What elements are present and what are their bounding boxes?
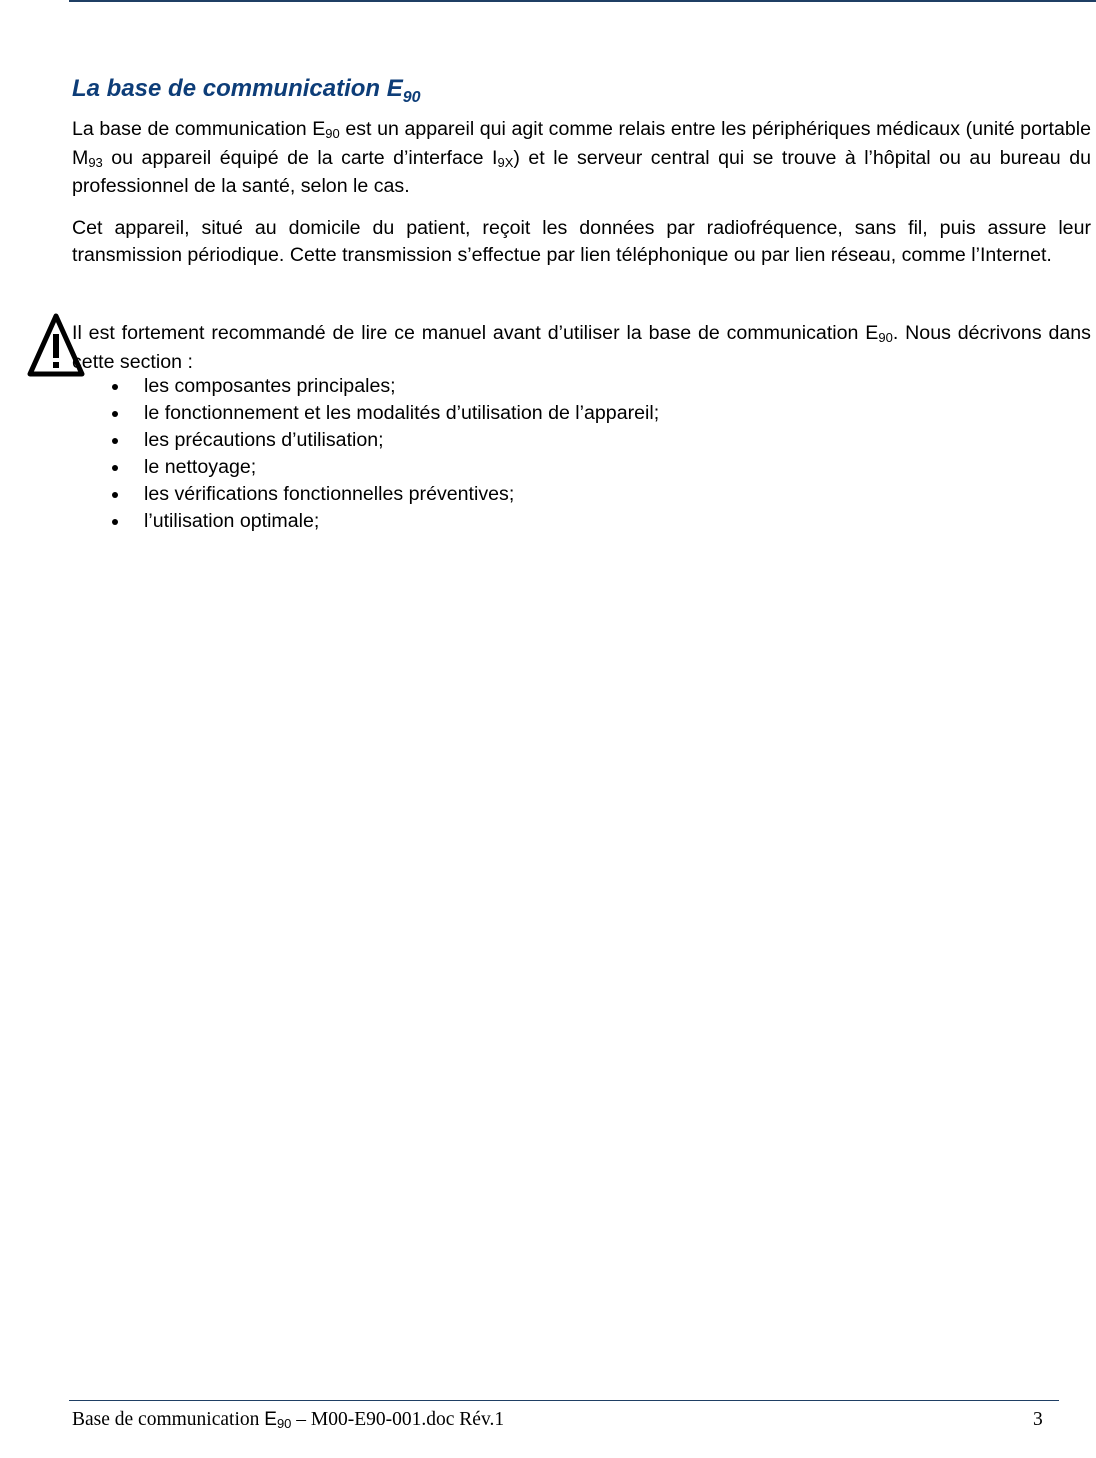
p1-text-2: est un appareil qui agit comme relais entre les périphériques médicaux (unité portable M: [72, 118, 1091, 169]
paragraph-recommendation: [72, 320, 1091, 375]
heading-subscript: 90: [402, 89, 421, 106]
list-item-text: les composantes principales;: [144, 375, 396, 397]
list-item: [72, 373, 659, 400]
list-item: [72, 508, 659, 535]
list-item-text: les vérifications fonctionnelles préventives;: [144, 483, 515, 505]
footer-text-2: – M00-E90-001.doc Rév.1: [291, 1409, 505, 1430]
topics-list: [72, 373, 659, 535]
p3-text-2: . Nous décrivons dans cette section :: [72, 322, 1091, 373]
footer-e90: [264, 1409, 291, 1430]
p1-text-1: La base de communication E: [72, 118, 326, 140]
footer-sub-90: 90: [276, 1416, 292, 1431]
footer-e-letter: E: [264, 1409, 277, 1430]
list-item: [72, 454, 659, 481]
header-rule: [69, 0, 1096, 2]
section-heading: [72, 74, 421, 107]
p1-text-3: ou appareil équipé de la carte d’interface I: [102, 146, 498, 169]
heading-text: La base de communication E: [72, 75, 403, 102]
p1-sub-m93: 93: [88, 154, 103, 170]
footer-rule: [69, 1400, 1059, 1401]
p3-text-1: Il est fortement recommandé de lire ce manuel avant d’utiliser la base de communication E: [72, 322, 879, 344]
list-item-text: l’utilisation optimale;: [144, 510, 320, 532]
bullet-icon: [112, 438, 118, 444]
p1-text-4: ) et le serveur central qui se trouve à l’hôpital ou au bureau du professionnel de la santé, selon le cas.: [72, 146, 1091, 197]
list-item-text: le fonctionnement et les modalités d’utilisation de l’appareil;: [144, 402, 660, 424]
bullet-icon: [112, 492, 118, 498]
p1-sub-e90: 90: [325, 126, 340, 141]
bullet-icon: [112, 411, 118, 417]
p1-sub-i9x: 9X: [497, 154, 514, 170]
paragraph-intro: [72, 116, 1091, 200]
bullet-icon: [112, 384, 118, 390]
list-item-text: le nettoyage;: [144, 456, 257, 478]
list-item: [72, 427, 659, 454]
page-number: 3: [1033, 1409, 1043, 1430]
footer-document-reference: [72, 1407, 1052, 1434]
paragraph-device: Cet appareil, situé au domicile du patient, reçoit les données par radiofréquence, sans fil, puis assure leur transmission périodique. Cette transmission s’effectue par lien téléphonique ou par lien réseau, comme l’Internet.: [72, 217, 1091, 266]
list-item: [72, 400, 659, 427]
list-item: [72, 481, 659, 508]
bullet-icon: [112, 519, 118, 525]
list-item-text: les précautions d’utilisation;: [144, 429, 384, 451]
footer-text-1: Base de communication: [72, 1409, 265, 1430]
bullet-icon: [112, 465, 118, 471]
p3-sub-e90: 90: [878, 330, 893, 345]
